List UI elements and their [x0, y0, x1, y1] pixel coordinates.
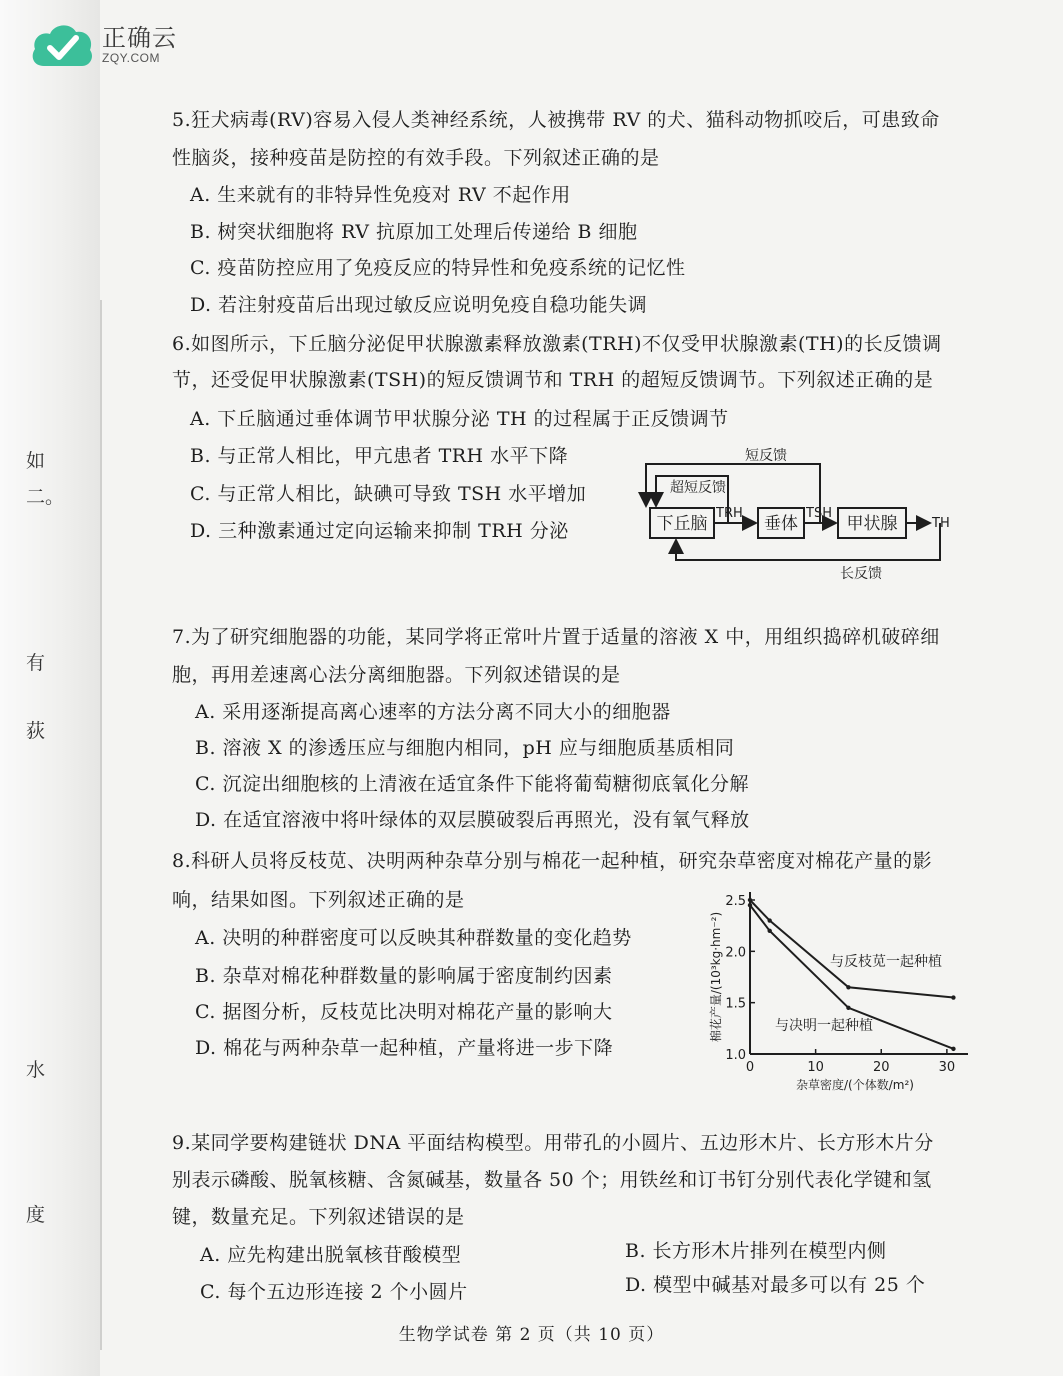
- page-left-margin: [0, 0, 100, 1376]
- brand-name: 正确云: [102, 24, 177, 52]
- x-tick-label: 0: [745, 1060, 755, 1075]
- margin-fragment: 二。: [26, 486, 65, 508]
- y-axis-label: 棉花产量/(10³kg·hm⁻²): [709, 911, 723, 1043]
- q6-option-c: C. 与正常人相比，缺碘可导致 TSH 水平增加: [190, 483, 587, 505]
- q5-option-a: A. 生来就有的非特异性免疫对 RV 不起作用: [190, 184, 571, 206]
- x-tick-label: 20: [872, 1060, 890, 1075]
- margin-fragment: 有: [26, 652, 46, 674]
- y-tick-label: 2.0: [725, 945, 746, 961]
- x-tick-label: 10: [807, 1060, 824, 1075]
- q9-stem-line-1: 9.某同学要构建链状 DNA 平面结构模型。用带孔的小圆片、五边形木片、长方形木片分: [172, 1132, 934, 1154]
- q5-option-b: B. 树突状细胞将 RV 抗原加工处理后传递给 B 细胞: [190, 221, 638, 243]
- q9-option-b: B. 长方形木片排列在模型内侧: [625, 1240, 887, 1262]
- q6-stem-line-2: 节，还受促甲状腺激素(TSH)的短反馈调节和 TRH 的超短反馈调节。下列叙述正确的是: [172, 369, 934, 391]
- q7-option-b: B. 溶液 X 的渗透压应与细胞内相同，pH 应与细胞质基质相同: [195, 737, 735, 759]
- data-point: [748, 903, 752, 907]
- data-point: [767, 929, 771, 933]
- q6-stem-line-1: 6.如图所示，下丘脑分泌促甲状腺激素释放激素(TRH)不仅受甲状腺激素(TH)的长反馈调: [172, 333, 942, 355]
- hypothalamus-label: 下丘脑: [656, 514, 708, 534]
- tsh-label: TSH: [806, 506, 832, 521]
- series-label: 与决明一起种植: [775, 1018, 873, 1034]
- q9-stem-line-2: 别表示磷酸、脱氧核糖、含氮碱基，数量各 50 个；用铁丝和订书钉分别代表化学键和氢: [172, 1169, 932, 1191]
- q9-option-a: A. 应先构建出脱氧核苷酸模型: [200, 1244, 462, 1266]
- q8-option-a: A. 决明的种群密度可以反映其种群数量的变化趋势: [195, 927, 632, 949]
- thyroid-label: 甲状腺: [846, 514, 898, 534]
- cotton-yield-chart: [690, 880, 990, 1090]
- cloud-check-icon: [30, 20, 96, 70]
- margin-fragment: 度: [26, 1204, 46, 1226]
- q7-stem-line-2: 胞，再用差速离心法分离细胞器。下列叙述错误的是: [172, 664, 621, 686]
- y-tick-label: 2.5: [725, 894, 746, 909]
- fold-line: [100, 300, 102, 1350]
- data-point: [951, 1047, 955, 1051]
- margin-fragment: 如: [26, 450, 46, 472]
- data-point: [767, 918, 771, 922]
- q5-option-c: C. 疫苗防控应用了免疫反应的特异性和免疫系统的记忆性: [190, 257, 686, 279]
- series-label: 与反枝苋一起种植: [830, 954, 942, 970]
- trh-label: TRH: [716, 506, 743, 521]
- x-axis-label: 杂草密度/(个体数/m²): [796, 1078, 914, 1092]
- long-label: 长反馈: [840, 566, 882, 582]
- data-point: [748, 898, 752, 902]
- q5-option-d: D. 若注射疫苗后出现过敏反应说明免疫自稳功能失调: [190, 294, 648, 316]
- brand-logo: [30, 20, 177, 70]
- q8-option-c: C. 据图分析，反枝苋比决明对棉花产量的影响大: [195, 1001, 613, 1023]
- data-point: [951, 995, 955, 999]
- series-line: [750, 900, 953, 998]
- q5-stem-line-1: 5.狂犬病毒(RV)容易入侵人类神经系统，人被携带 RV 的犬、猫科动物抓咬后，可患致命: [172, 109, 940, 131]
- q9-stem-line-3: 键，数量充足。下列叙述错误的是: [172, 1206, 465, 1228]
- brand-url: ZQY.COM: [102, 51, 160, 65]
- q7-option-d: D. 在适宜溶液中将叶绿体的双层膜破裂后再照光，没有氧气释放: [195, 809, 750, 831]
- q7-option-c: C. 沉淀出细胞核的上清液在适宜条件下能将葡萄糖彻底氧化分解: [195, 773, 749, 795]
- short-label: 短反馈: [745, 448, 787, 464]
- feedback-diagram: [640, 448, 970, 583]
- q8-stem-line-1: 8.科研人员将反枝苋、决明两种杂草分别与棉花一起种植，研究杂草密度对棉花产量的影: [172, 850, 933, 872]
- q8-option-d: D. 棉花与两种杂草一起种植，产量将进一步下降: [195, 1037, 614, 1059]
- data-point: [846, 1006, 850, 1010]
- y-tick-label: 1.0: [725, 1048, 746, 1063]
- q8-option-b: B. 杂草对棉花种群数量的影响属于密度制约因素: [195, 965, 613, 987]
- x-tick-label: 30: [938, 1060, 956, 1075]
- q8-stem-line-2: 响，结果如图。下列叙述正确的是: [172, 889, 465, 911]
- margin-fragment: 水: [26, 1059, 46, 1081]
- q6-option-a: A. 下丘脑通过垂体调节甲状腺分泌 TH 的过程属于正反馈调节: [190, 408, 729, 430]
- q9-option-d: D. 模型中碱基对最多可以有 25 个: [625, 1274, 926, 1296]
- data-point: [846, 985, 850, 989]
- q7-option-a: A. 采用逐渐提高离心速率的方法分离不同大小的细胞器: [195, 701, 671, 723]
- page-footer: 生物学试卷 第 2 页（共 10 页）: [398, 1325, 665, 1345]
- q5-stem-line-2: 性脑炎，接种疫苗是防控的有效手段。下列叙述正确的是: [172, 147, 660, 169]
- pituitary-label: 垂体: [764, 514, 798, 534]
- long-loop: [676, 523, 940, 560]
- q9-option-c: C. 每个五边形连接 2 个小圆片: [200, 1281, 468, 1303]
- q6-option-d: D. 三种激素通过定向运输来抑制 TRH 分泌: [190, 520, 569, 542]
- q7-stem-line-1: 7.为了研究细胞器的功能，某同学将正常叶片置于适量的溶液 X 中，用组织捣碎机破碎细: [172, 626, 940, 648]
- ultra-short-label: 超短反馈: [670, 480, 726, 496]
- th-label: TH: [932, 516, 950, 531]
- q6-option-b: B. 与正常人相比，甲亢患者 TRH 水平下降: [190, 445, 569, 467]
- y-tick-label: 1.5: [725, 996, 746, 1012]
- margin-fragment: 荻: [26, 720, 46, 742]
